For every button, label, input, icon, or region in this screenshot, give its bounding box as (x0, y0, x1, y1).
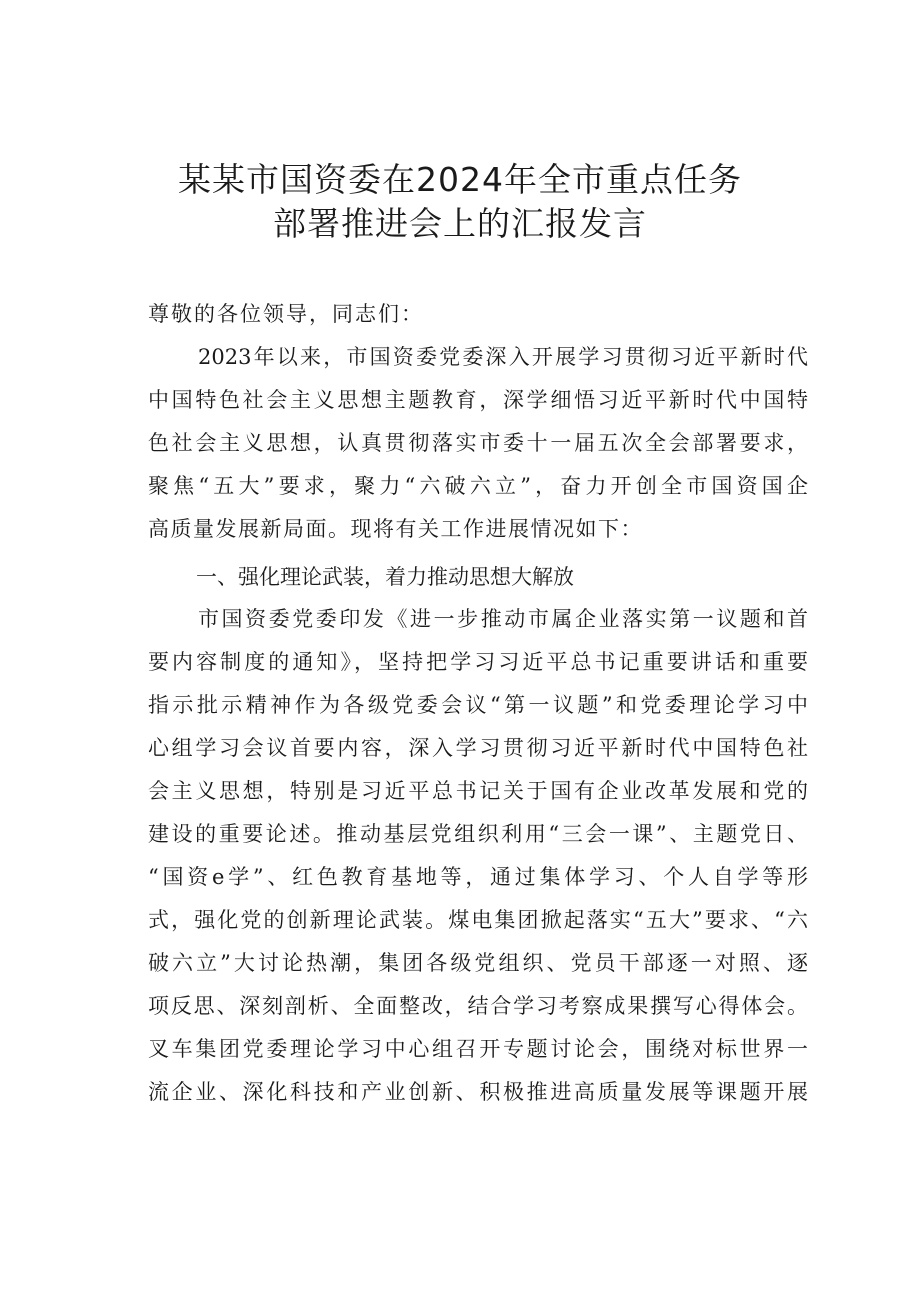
intro-line: 中国特色社会主义思想主题教育，深学细悟习近平新时代中国特 (148, 388, 808, 412)
section-body-line: 要内容制度的通知》，坚持把学习习近平总书记重要讲话和重要 (148, 650, 808, 674)
section-body-line: 指示批示精神作为各级党委会议“第一议题”和党委理论学习中 (148, 693, 808, 717)
section-body-line: 叉车集团党委理论学习中心组召开专题讨论会，围绕对标世界一 (148, 1037, 808, 1061)
section-body-line: 建设的重要论述。推动基层党组织利用“三会一课”、主题党日、 (148, 822, 808, 846)
intro-line: 色社会主义思想，认真贯彻落实市委十一届五次全会部署要求， (148, 431, 808, 455)
section-body-line: 市国资委党委印发《进一步推动市属企业落实第一议题和首 (198, 607, 808, 631)
intro-line: 高质量发展新局面。现将有关工作进展情况如下： (148, 517, 643, 541)
section-body-line: “国资e学”、红色教育基地等，通过集体学习、个人自学等形 (148, 865, 808, 889)
section-body-line: 会主义思想，特别是习近平总书记关于国有企业改革发展和党的 (148, 779, 808, 803)
section-body-line: 破六立”大讨论热潮，集团各级党组织、党员干部逐一对照、逐 (148, 951, 808, 975)
section-body-line: 项反思、深刻剖析、全面整改，结合学习考察成果撰写心得体会。 (148, 994, 808, 1018)
intro-line: 聚焦“五大”要求，聚力“六破六立”，奋力开创全市国资国企 (148, 474, 808, 498)
intro-line: 2023年以来，市国资委党委深入开展学习贯彻习近平新时代 (198, 345, 808, 369)
salutation: 尊敬的各位领导，同志们： (148, 302, 424, 326)
section-body-line: 式，强化党的创新理论武装。煤电集团掀起落实“五大”要求、“六 (148, 908, 808, 932)
document-title-line-2: 部署推进会上的汇报发言 (273, 204, 647, 243)
section-heading: 一、强化理论武装，着力推动思想大解放 (196, 565, 574, 589)
document-title-line-1: 某某市国资委在2024年全市重点任务 (178, 160, 742, 199)
section-body-line: 心组学习会议首要内容，深入学习贯彻习近平新时代中国特色社 (148, 736, 808, 760)
section-body-line: 流企业、深化科技和产业创新、积极推进高质量发展等课题开展 (148, 1080, 808, 1104)
